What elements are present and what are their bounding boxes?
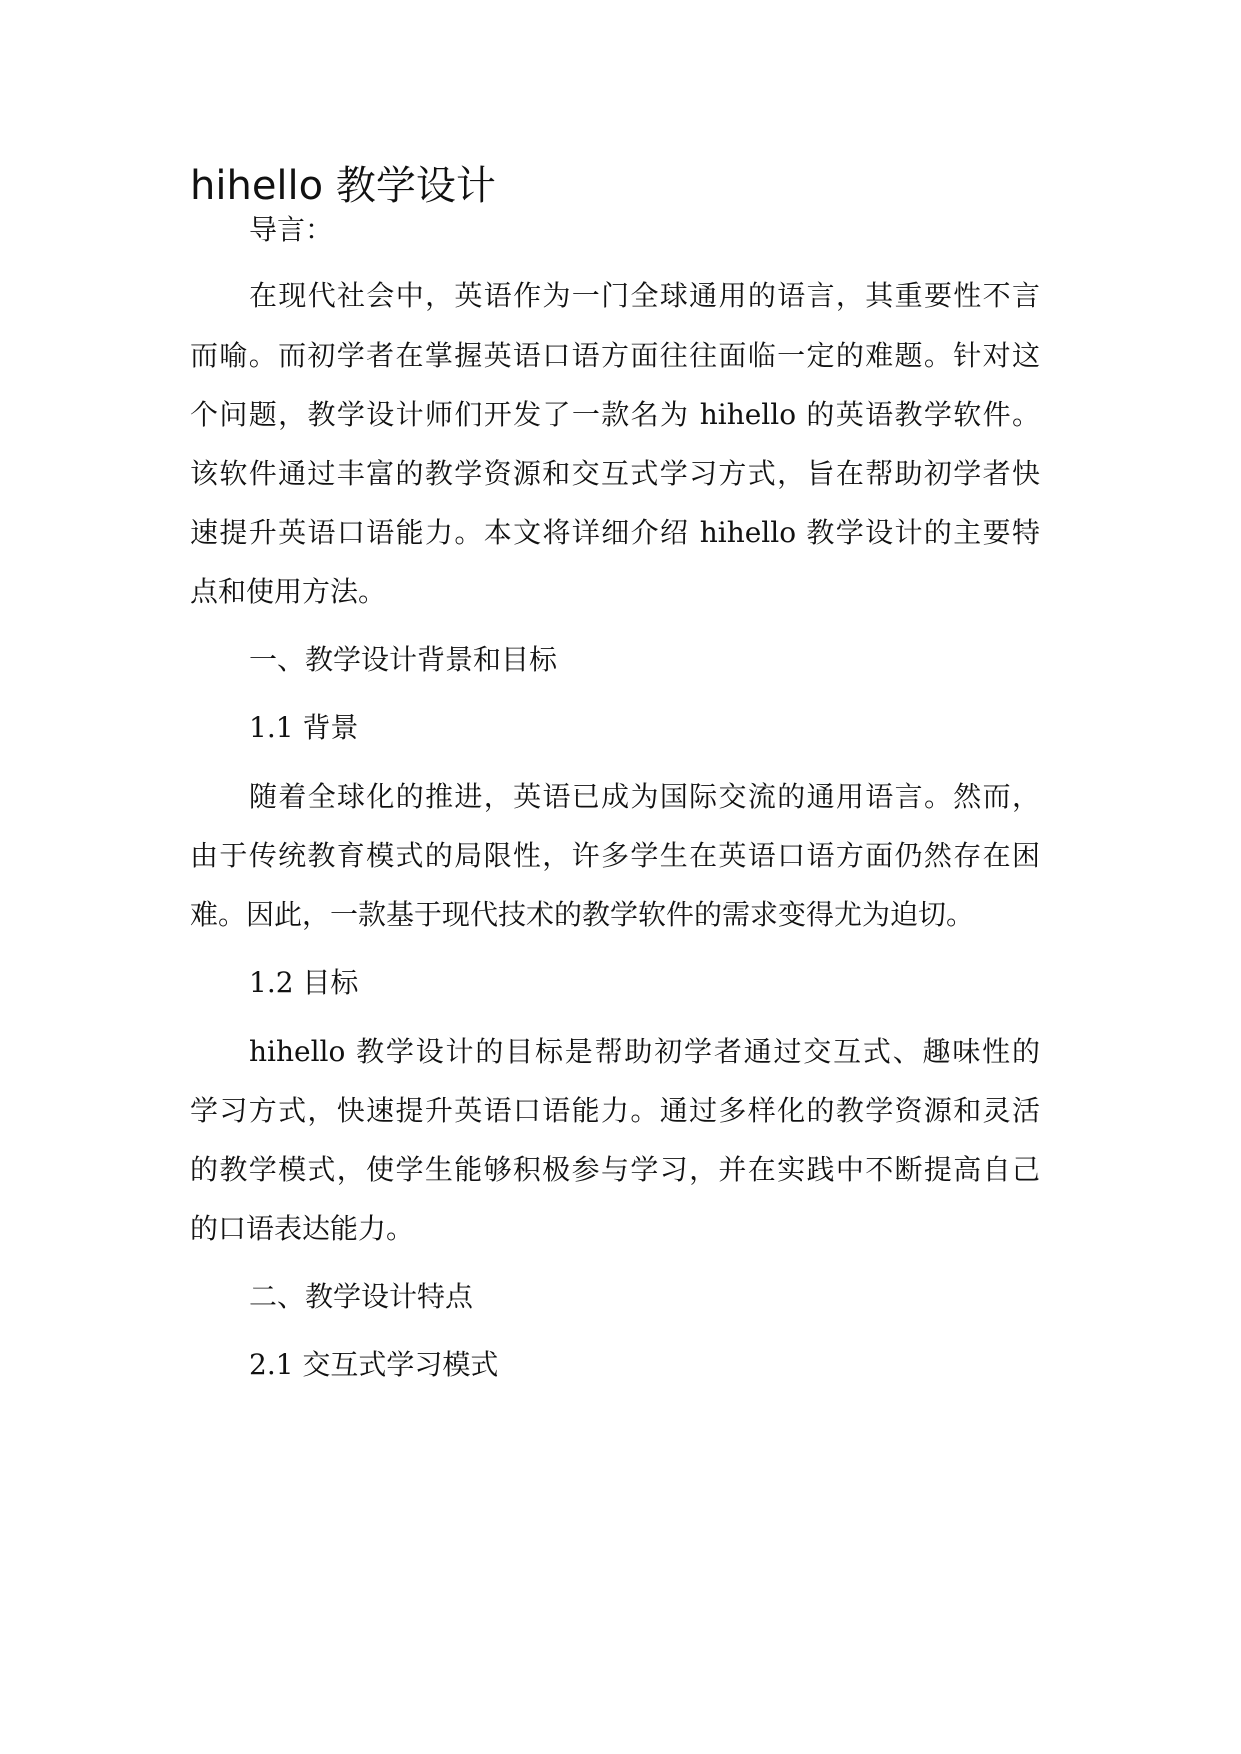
section-1-1-heading: 1.1 背景 — [249, 711, 359, 744]
intro-paragraph-line: 在现代社会中，英语作为一门全球通用的语言，其重要性不言 — [249, 279, 1040, 312]
section-1-2-paragraph-line: 学习方式，快速提升英语口语能力。通过多样化的教学资源和灵活 — [190, 1094, 1040, 1127]
intro-paragraph-line: 该软件通过丰富的教学资源和交互式学习方式，旨在帮助初学者快 — [190, 457, 1040, 490]
section-1-1-paragraph-line: 由于传统教育模式的局限性，许多学生在英语口语方面仍然存在困 — [190, 839, 1040, 872]
section-1-2-paragraph-line: 的口语表达能力。 — [190, 1212, 415, 1245]
section-2-1-heading: 2.1 交互式学习模式 — [249, 1348, 499, 1381]
section-1-heading: 一、教学设计背景和目标 — [249, 643, 558, 676]
section-1-2-paragraph-line: hihello 教学设计的目标是帮助初学者通过交互式、趣味性的 — [249, 1035, 1040, 1068]
intro-paragraph-line: 点和使用方法。 — [190, 575, 387, 608]
section-1-2-heading: 1.2 目标 — [249, 966, 359, 999]
intro-paragraph-line: 速提升英语口语能力。本文将详细介绍 hihello 教学设计的主要特 — [190, 516, 1040, 549]
intro-paragraph-line: 个问题，教学设计师们开发了一款名为 hihello 的英语教学软件。 — [190, 398, 1040, 431]
intro-heading: 导言： — [249, 213, 334, 246]
section-1-2-paragraph-line: 的教学模式，使学生能够积极参与学习，并在实践中不断提高自己 — [190, 1153, 1040, 1186]
section-1-1-paragraph-line: 难。因此，一款基于现代技术的教学软件的需求变得尤为迫切。 — [190, 898, 975, 931]
intro-paragraph-line: 而喻。而初学者在掌握英语口语方面往往面临一定的难题。针对这 — [190, 339, 1040, 372]
section-1-1-paragraph-line: 随着全球化的推进，英语已成为国际交流的通用语言。然而， — [249, 780, 1040, 813]
section-2-heading: 二、教学设计特点 — [249, 1280, 474, 1313]
document-title: hihello 教学设计 — [190, 163, 496, 209]
